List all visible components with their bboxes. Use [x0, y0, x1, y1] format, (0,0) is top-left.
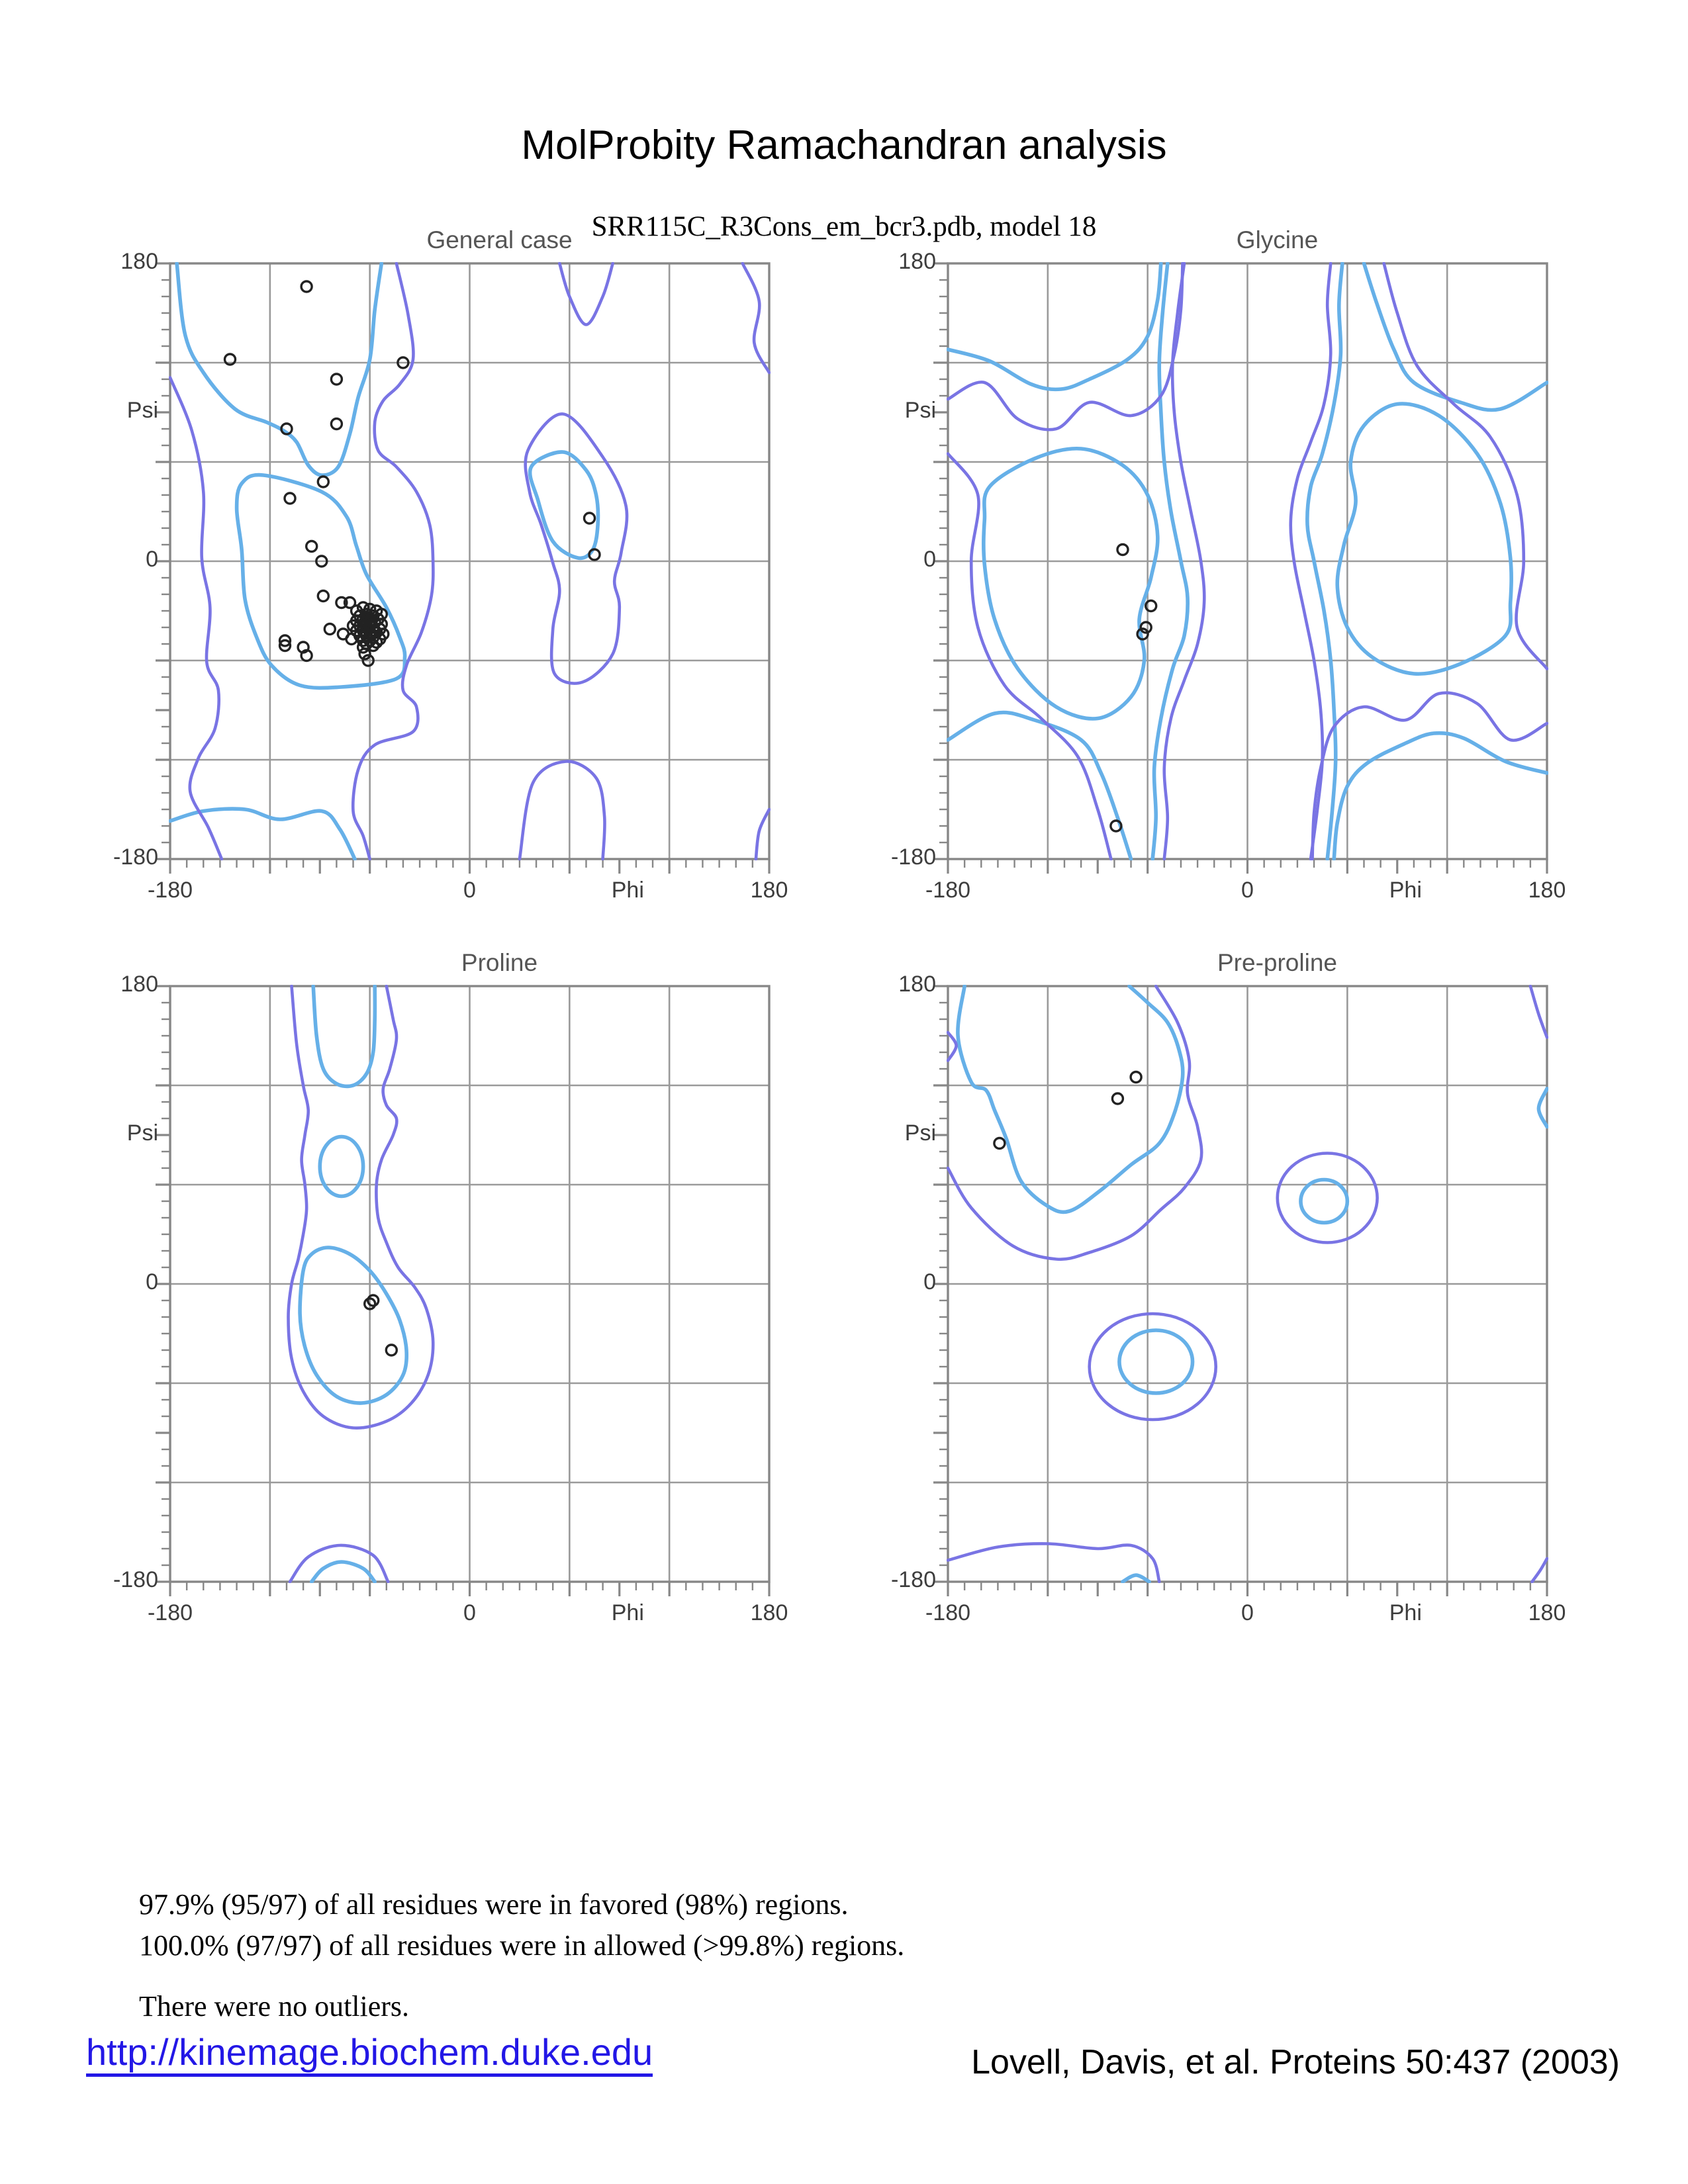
allowed-contour — [756, 809, 769, 859]
residue-point — [1112, 1093, 1123, 1104]
x-axis-label: -180 — [925, 878, 971, 903]
allowed-contour — [948, 1543, 1159, 1582]
favored-contour — [312, 1562, 375, 1582]
stats-allowed: 100.0% (97/97) of all residues were in allowed (>99.8%) regions. — [139, 1929, 905, 1962]
residue-points — [994, 1072, 1141, 1149]
favored-contour — [1337, 404, 1511, 674]
allowed-contour — [1384, 263, 1547, 669]
allowed-contour — [948, 454, 1111, 860]
favored-contour — [320, 1137, 363, 1197]
residue-point — [318, 591, 328, 602]
plot-canvas-2 — [140, 956, 799, 1612]
residue-point — [318, 477, 328, 487]
y-axis-label: -180 — [890, 1567, 936, 1592]
grid-lines — [948, 263, 1547, 859]
favored-contour — [300, 1248, 406, 1403]
y-axis-label: 180 — [120, 249, 158, 274]
grid-lines — [170, 986, 769, 1582]
x-axis-label: 0 — [1241, 1600, 1254, 1625]
residue-point — [1117, 545, 1128, 555]
residue-point — [1131, 1072, 1141, 1083]
allowed-contour — [170, 378, 222, 860]
y-axis-label: 0 — [923, 1269, 936, 1295]
axis-ticks — [933, 263, 1547, 874]
y-axis-label: -180 — [113, 1567, 158, 1592]
allowed-contour — [520, 761, 605, 859]
residue-point — [331, 419, 342, 430]
residue-point — [301, 281, 312, 292]
y-axis-label: Psi — [904, 1120, 936, 1146]
y-axis-label: Psi — [126, 1120, 158, 1146]
favored-contour — [984, 449, 1158, 719]
stats-favored: 97.9% (95/97) of all residues were in favored (98%) regions. — [139, 1888, 849, 1921]
favored-contour — [177, 263, 381, 475]
allowed-contour — [559, 263, 612, 325]
x-axis-label: 180 — [1528, 878, 1566, 903]
residue-point — [386, 1345, 397, 1355]
favored-contour — [170, 809, 355, 859]
favored-contour — [1301, 1180, 1347, 1223]
stats-outliers: There were no outliers. — [139, 1990, 410, 2023]
allowed-contour — [948, 986, 1201, 1259]
y-axis-label: 180 — [898, 249, 936, 274]
plot-canvas-0 — [140, 234, 799, 889]
residue-point — [585, 513, 595, 523]
favored-contour — [237, 475, 405, 688]
allowed-contour — [1530, 986, 1547, 1038]
residue-point — [331, 374, 342, 385]
x-axis-label: Phi — [611, 878, 644, 903]
plot-canvas-1 — [918, 234, 1577, 889]
x-axis-label: Phi — [1389, 878, 1422, 903]
x-axis-label: 0 — [463, 878, 476, 903]
favored-contour — [948, 712, 1131, 859]
favored-contour — [1538, 1089, 1547, 1127]
y-axis-label: 180 — [120, 972, 158, 997]
x-axis-label: -180 — [147, 878, 193, 903]
plot-title-general-case: General case — [426, 226, 573, 253]
grid-lines — [170, 263, 769, 859]
favored-contour — [313, 986, 375, 1086]
kinemage-link[interactable]: http://kinemage.biochem.duke.edu — [86, 2030, 653, 2077]
residue-point — [994, 1138, 1005, 1149]
grid-lines — [948, 986, 1547, 1582]
y-axis-label: Psi — [126, 398, 158, 423]
plot-title-glycine: Glycine — [1236, 226, 1319, 253]
x-axis-label: Phi — [611, 1600, 644, 1625]
axis-ticks — [156, 986, 769, 1596]
allowed-contour — [743, 263, 769, 373]
x-axis-label: 180 — [750, 878, 788, 903]
plot-canvas-3 — [918, 956, 1577, 1612]
y-axis-label: 0 — [146, 547, 158, 572]
allowed-contour — [1532, 1559, 1547, 1582]
y-axis-label: 0 — [146, 1269, 158, 1295]
y-axis-label: Psi — [904, 398, 936, 423]
favored-contour — [1364, 263, 1548, 410]
favored-contour — [530, 452, 598, 558]
x-axis-label: 180 — [1528, 1600, 1566, 1625]
residue-point — [324, 624, 335, 635]
favored-contour — [958, 986, 1183, 1212]
x-axis-label: 0 — [463, 1600, 476, 1625]
residue-point — [285, 493, 295, 504]
y-axis-label: 0 — [923, 547, 936, 572]
x-axis-label: Phi — [1389, 1600, 1422, 1625]
citation-text: Lovell, Davis, et al. Proteins 50:437 (2003) — [971, 2043, 1620, 2081]
x-axis-label: -180 — [147, 1600, 193, 1625]
y-axis-label: -180 — [890, 844, 936, 870]
favored-contour — [1334, 733, 1547, 859]
y-axis-label: 180 — [898, 972, 936, 997]
axis-ticks — [933, 986, 1547, 1596]
plot-title-pre-proline: Pre-proline — [1217, 949, 1337, 976]
plot-title-proline: Proline — [461, 949, 538, 976]
x-axis-label: 0 — [1241, 878, 1254, 903]
y-axis-label: -180 — [113, 844, 158, 870]
x-axis-label: -180 — [925, 1600, 971, 1625]
residue-point — [306, 541, 317, 552]
x-axis-label: 180 — [750, 1600, 788, 1625]
axis-ticks — [156, 263, 769, 874]
allowed-contour — [948, 1032, 957, 1061]
page-title: MolProbity Ramachandran analysis — [521, 122, 1167, 168]
favored-contour — [948, 263, 1161, 389]
allowed-contour — [526, 414, 627, 683]
allowed-contour — [1278, 1154, 1378, 1243]
page-subtitle: SRR115C_R3Cons_em_bcr3.pdb, model 18 — [591, 211, 1097, 242]
